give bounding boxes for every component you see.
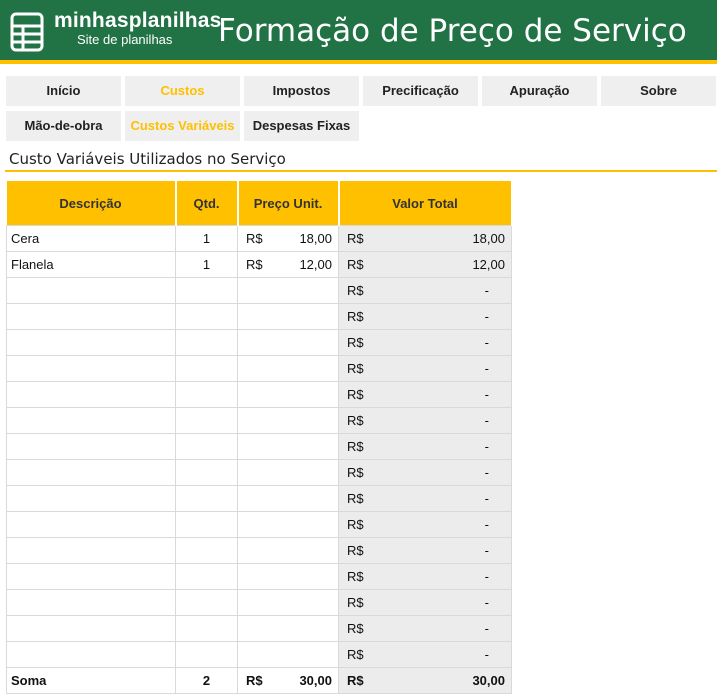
cell-descricao[interactable]	[7, 304, 176, 330]
total-valor: 30,00	[472, 673, 505, 688]
cell-preco-unit[interactable]	[238, 616, 339, 642]
cell-valor-total: R$ -	[339, 590, 512, 616]
cell-descricao[interactable]	[7, 590, 176, 616]
tab-custos-variaveis[interactable]: Custos Variáveis	[125, 111, 240, 141]
table-row	[7, 252, 512, 278]
table-row	[7, 278, 512, 304]
table-row	[7, 564, 512, 590]
cell-qtd[interactable]	[176, 382, 238, 408]
table-row	[7, 512, 512, 538]
cell-descricao[interactable]: Cera	[7, 226, 176, 252]
currency-label: R$	[246, 673, 263, 688]
cell-qtd[interactable]	[176, 590, 238, 616]
table-header-row	[7, 181, 512, 226]
cell-valor-total: R$ -	[339, 538, 512, 564]
cell-descricao[interactable]	[7, 538, 176, 564]
cell-qtd[interactable]	[176, 642, 238, 668]
cell-descricao[interactable]	[7, 278, 176, 304]
cell-descricao[interactable]: Flanela	[7, 252, 176, 278]
table-row	[7, 616, 512, 642]
section-title: Custo Variáveis Utilizados no Serviço	[9, 150, 286, 168]
table-row	[7, 642, 512, 668]
cell-valor-total: R$ -	[339, 408, 512, 434]
app-header	[0, 0, 717, 60]
table-row	[7, 460, 512, 486]
table-row	[7, 356, 512, 382]
cell-preco-unit[interactable]	[238, 382, 339, 408]
cell-valor-total: R$ -	[339, 512, 512, 538]
header-preco-unit: Preço Unit.	[238, 181, 339, 226]
cell-qtd[interactable]	[176, 486, 238, 512]
tab-precificacao[interactable]: Precificação	[363, 76, 478, 106]
cell-valor-total: R$ 12,00	[339, 252, 512, 278]
total-qtd: 2	[176, 668, 238, 694]
cell-descricao[interactable]	[7, 356, 176, 382]
section-divider	[5, 170, 717, 172]
header-accent-line	[0, 60, 717, 64]
cell-valor-total: R$ -	[339, 356, 512, 382]
cell-preco-unit[interactable]	[238, 330, 339, 356]
table-row	[7, 408, 512, 434]
tab-inicio[interactable]: Início	[6, 76, 121, 106]
cell-valor-total: R$ -	[339, 330, 512, 356]
cell-preco-unit[interactable]	[238, 278, 339, 304]
table-row	[7, 304, 512, 330]
table-row	[7, 590, 512, 616]
header-descricao: Descrição	[7, 181, 176, 226]
brand-name: minhasplanilhas	[54, 9, 222, 32]
cell-valor-total: R$ -	[339, 278, 512, 304]
total-preco: 30,00	[299, 673, 332, 688]
page-title: Formação de Preço de Serviço	[218, 13, 687, 49]
tab-custos[interactable]: Custos	[125, 76, 240, 106]
header-valor-total: Valor Total	[339, 181, 512, 226]
cell-qtd[interactable]	[176, 538, 238, 564]
cell-descricao[interactable]	[7, 564, 176, 590]
cell-preco-unit[interactable]	[238, 538, 339, 564]
cell-qtd[interactable]	[176, 278, 238, 304]
cell-descricao[interactable]	[7, 460, 176, 486]
cell-preco-unit[interactable]	[238, 356, 339, 382]
cell-descricao[interactable]	[7, 408, 176, 434]
tab-impostos[interactable]: Impostos	[244, 76, 359, 106]
cell-preco-unit[interactable]	[238, 434, 339, 460]
cell-preco-unit[interactable]	[238, 512, 339, 538]
cell-descricao[interactable]	[7, 642, 176, 668]
cell-preco-unit[interactable]	[238, 642, 339, 668]
currency-label: R$	[347, 673, 364, 688]
cell-preco-unit[interactable]	[238, 564, 339, 590]
cell-descricao[interactable]	[7, 434, 176, 460]
cell-descricao[interactable]	[7, 616, 176, 642]
tab-despesas-fixas[interactable]: Despesas Fixas	[244, 111, 359, 141]
table-row	[7, 486, 512, 512]
cell-descricao[interactable]	[7, 330, 176, 356]
cell-qtd[interactable]	[176, 330, 238, 356]
total-valor-cell	[339, 668, 512, 694]
cell-qtd[interactable]	[176, 304, 238, 330]
cell-preco-unit[interactable]: R$ 18,00	[238, 226, 339, 252]
cell-qtd[interactable]	[176, 564, 238, 590]
cell-preco-unit[interactable]	[238, 486, 339, 512]
cell-qtd[interactable]	[176, 616, 238, 642]
table-row	[7, 330, 512, 356]
cell-valor-total: R$ -	[339, 460, 512, 486]
cell-preco-unit[interactable]	[238, 304, 339, 330]
cell-valor-total: R$ -	[339, 304, 512, 330]
cell-preco-unit[interactable]	[238, 408, 339, 434]
table-row	[7, 382, 512, 408]
cell-valor-total: R$ -	[339, 642, 512, 668]
cell-qtd[interactable]	[176, 356, 238, 382]
tab-mao-de-obra[interactable]: Mão-de-obra	[6, 111, 121, 141]
table-row	[7, 226, 512, 252]
cell-preco-unit[interactable]: R$ 12,00	[238, 252, 339, 278]
total-label: Soma	[7, 668, 176, 694]
tab-apuracao[interactable]: Apuração	[482, 76, 597, 106]
cell-qtd[interactable]: 1	[176, 252, 238, 278]
cell-descricao[interactable]	[7, 512, 176, 538]
table-row	[7, 538, 512, 564]
cell-valor-total: R$ -	[339, 382, 512, 408]
cell-descricao[interactable]	[7, 486, 176, 512]
cell-valor-total: R$ -	[339, 616, 512, 642]
costs-table	[6, 181, 513, 694]
cell-preco-unit[interactable]	[238, 590, 339, 616]
total-preco-cell	[238, 668, 339, 694]
header-qtd: Qtd.	[176, 181, 238, 226]
table-row	[7, 434, 512, 460]
cell-qtd[interactable]	[176, 408, 238, 434]
cell-valor-total: R$ -	[339, 434, 512, 460]
cell-qtd[interactable]	[176, 434, 238, 460]
cell-qtd[interactable]	[176, 512, 238, 538]
tab-sobre[interactable]: Sobre	[601, 76, 716, 106]
total-row	[7, 668, 512, 694]
cell-preco-unit[interactable]	[238, 460, 339, 486]
cell-qtd[interactable]	[176, 460, 238, 486]
cell-valor-total: R$ -	[339, 564, 512, 590]
cell-qtd[interactable]: 1	[176, 226, 238, 252]
cell-valor-total: R$ -	[339, 486, 512, 512]
cell-descricao[interactable]	[7, 382, 176, 408]
brand-tagline: Site de planilhas	[77, 32, 173, 47]
spreadsheet-icon	[10, 12, 46, 52]
cell-valor-total: R$ 18,00	[339, 226, 512, 252]
